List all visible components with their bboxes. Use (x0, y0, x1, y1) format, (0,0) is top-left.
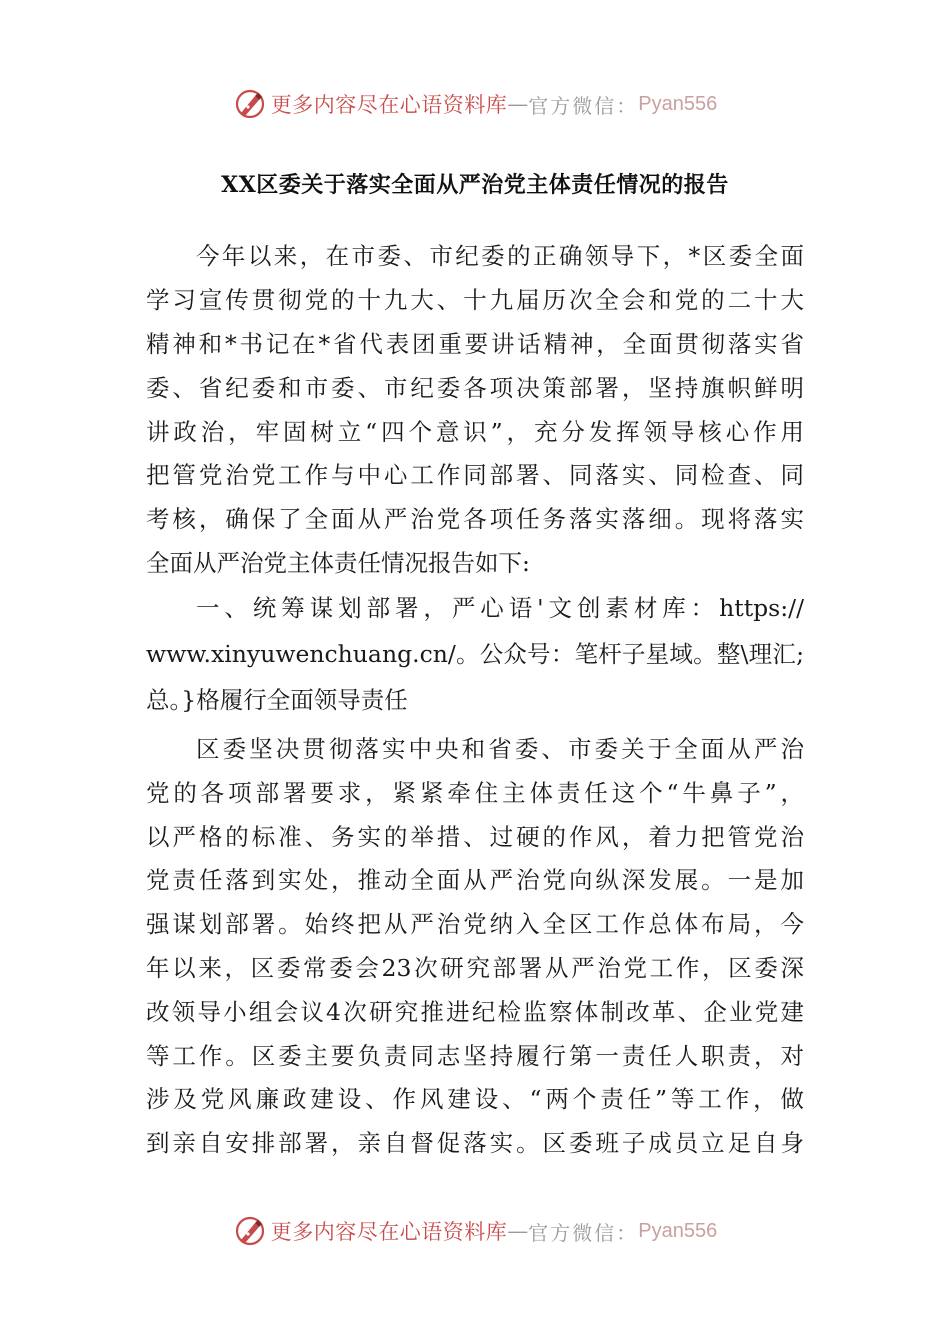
pen-nib-icon (233, 87, 267, 121)
paragraph-line: 把管党治党工作与中心工作同部署、同落实、同检查、同 (146, 461, 804, 489)
document-title: XX区委关于落实全面从严治党主体责任情况的报告 (221, 172, 729, 198)
watermark-brand: 更多内容尽在心语资料库 (270, 93, 508, 117)
pen-nib-icon (233, 1214, 267, 1248)
paragraph-line: 年以来，区委常委会23次研究部署从严治党工作，区委深 (146, 954, 804, 982)
section-heading-line: 一、统筹谋划部署，严心语'文创素材库：https:// (196, 594, 804, 622)
watermark-banner-bottom (0, 1207, 950, 1255)
watermark-wechat-label: 官方微信： (528, 93, 639, 118)
paragraph-line: 改领导小组会议4次研究推进纪检监察体制改革、企业党建 (146, 998, 804, 1026)
paragraph-line: 讲政治，牢固树立“四个意识”，充分发挥领导核心作用 (146, 418, 804, 446)
watermark-wechat-id: Pyan556 (638, 1219, 718, 1242)
paragraph-line: 学习宣传贯彻党的十九大、十九届历次全会和党的二十大 (146, 286, 804, 314)
paragraph-line: 全面从严治党主体责任情况报告如下: (146, 549, 530, 577)
paragraph-line: 强谋划部署。始终把从严治党纳入全区工作总体布局，今 (146, 910, 804, 938)
paragraph-line: 精神和*书记在*省代表团重要讲话精神，全面贯彻落实省 (146, 330, 804, 358)
paragraph-line: 区委坚决贯彻落实中央和省委、市委关于全面从严治 (196, 735, 804, 763)
paragraph-line: 考核，确保了全面从严治党各项任务落实落细。现将落实 (146, 505, 804, 533)
paragraph-line: 以严格的标准、务实的举措、过硬的作风，着力把管党治 (146, 823, 804, 851)
watermark-wechat-id: Pyan556 (638, 92, 718, 115)
watermark-brand: 更多内容尽在心语资料库 (270, 1220, 508, 1244)
section-heading-line: www.xinyuwenchuang.cn/。公众号：笔杆子星域。整\理汇; (146, 640, 804, 668)
paragraph-line: 到亲自安排部署，亲自督促落实。区委班子成员立足自身 (146, 1129, 804, 1157)
paragraph-line: 等工作。区委主要负责同志坚持履行第一责任人职责，对 (146, 1042, 804, 1070)
paragraph-line: 党责任落到实处，推动全面从严治党向纵深发展。一是加 (146, 866, 804, 894)
paragraph-line: 党的各项部署要求，紧紧牵住主体责任这个“牛鼻子”， (146, 779, 804, 807)
section-heading-line: 总。}格履行全面领导责任 (146, 686, 408, 714)
paragraph-line: 今年以来，在市委、市纪委的正确领导下，*区委全面 (196, 242, 804, 270)
watermark-separator: — (507, 92, 529, 116)
paragraph-line: 委、省纪委和市委、市纪委各项决策部署，坚持旗帜鲜明 (146, 374, 804, 402)
watermark-separator: — (507, 1219, 529, 1243)
paragraph-line: 涉及党风廉政建设、作风建设、“两个责任”等工作，做 (146, 1085, 804, 1113)
watermark-wechat-label: 官方微信： (528, 1220, 639, 1245)
watermark-banner-top (0, 80, 950, 128)
